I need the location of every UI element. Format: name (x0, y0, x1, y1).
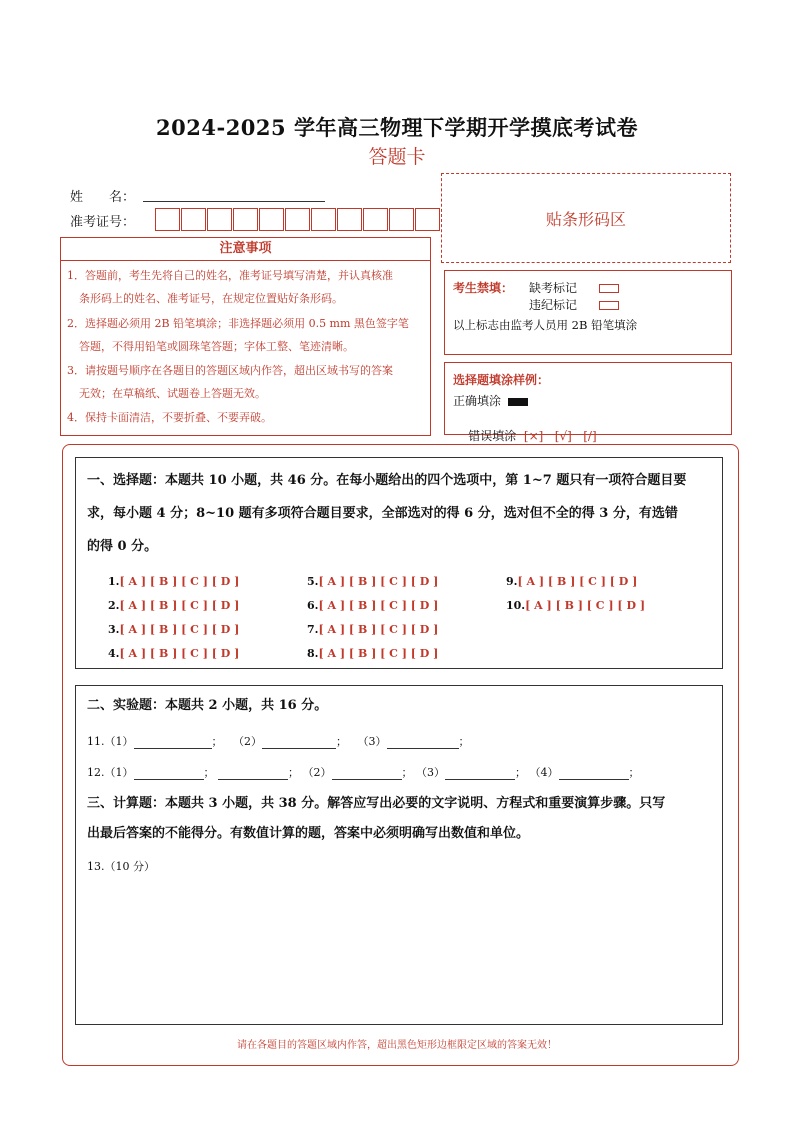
question-9[interactable]: 9.[ A ] [ B ] [ C ] [ D ] (506, 575, 638, 588)
answer-blank[interactable] (387, 737, 459, 749)
wrong-label: 错误填涂 (468, 429, 517, 443)
question-11: 11.（1） ； （2） ； （3） ； (87, 735, 470, 748)
page-subtitle: 答题卡 (368, 146, 426, 168)
id-box[interactable] (181, 208, 206, 231)
name-label: 姓 名： (70, 190, 136, 205)
section3-text: 三、计算题：本题共 3 小题，共 38 分。解答应写出必要的文字说明、方程式和重要演算步骤。只写 (87, 796, 666, 811)
id-box[interactable] (285, 208, 310, 231)
id-box[interactable] (337, 208, 362, 231)
footer-warning: 请在各题目的答题区域内作答，超出黑色矩形边框限定区域的答案无效！ (237, 1040, 557, 1051)
answer-blank[interactable] (332, 768, 402, 780)
id-box[interactable] (207, 208, 232, 231)
answer-blank[interactable] (262, 737, 336, 749)
section1-text: 一、选择题：本题共 10 小题，共 46 分。在每小题给出的四个选项中，第 1~7 题只有一项符合题目要 (87, 473, 687, 488)
absent-label: 缺考标记 (529, 281, 578, 295)
correct-label: 正确填涂 (453, 394, 502, 408)
question-7[interactable]: 7.[ A ] [ B ] [ C ] [ D ] (307, 623, 439, 636)
question-13-answer-area[interactable] (84, 878, 714, 1018)
absent-checkbox[interactable] (599, 284, 619, 293)
section1-text: 求，每小题 4 分；8~10 题有多项符合题目要求，全部选对的得 6 分，选对但不全的得 3 分，有选错 (87, 506, 678, 521)
question-1[interactable]: 1.[ A ] [ B ] [ C ] [ D ] (108, 575, 240, 588)
notice-heading: 注意事项 (61, 238, 430, 261)
violation-checkbox[interactable] (599, 301, 619, 310)
notice-line: 4．保持卡面清洁，不要折叠、不要弄破。 (67, 411, 272, 424)
notice-line: 1．答题前，考生先将自己的姓名，准考证号填写清楚，并认真核准 (67, 269, 393, 282)
id-label: 准考证号： (70, 215, 136, 230)
question-3[interactable]: 3.[ A ] [ B ] [ C ] [ D ] (108, 623, 240, 636)
answer-blank[interactable] (218, 768, 288, 780)
id-box[interactable] (259, 208, 284, 231)
forbid-box (444, 270, 732, 355)
forbid-label: 考生禁填： (453, 281, 514, 295)
notice-line: 答题，不得用铅笔或圆珠笔答题；字体工整、笔迹清晰。 (79, 340, 354, 353)
question-4[interactable]: 4.[ A ] [ B ] [ C ] [ D ] (108, 647, 240, 660)
wrong-marks: [×] [√] [/] (523, 429, 597, 443)
absent-mark (529, 279, 619, 296)
section1-text: 的得 0 分。 (87, 539, 158, 554)
notice-line: 2．选择题必须用 2B 铅笔填涂；非选择题必须用 0.5 mm 黑色签字笔 (67, 317, 409, 330)
notice-line: 条形码上的姓名、准考证号，在规定位置贴好条形码。 (79, 292, 343, 305)
question-8[interactable]: 8.[ A ] [ B ] [ C ] [ D ] (307, 647, 439, 660)
correct-sample (453, 392, 528, 409)
notice-line: 3．请按题号顺序在各题目的答题区域内作答，超出区域书写的答案 (67, 364, 393, 377)
question-5[interactable]: 5.[ A ] [ B ] [ C ] [ D ] (307, 575, 439, 588)
forbid-note: 以上标志由监考人员用 2B 铅笔填涂 (453, 318, 638, 332)
question-6[interactable]: 6.[ A ] [ B ] [ C ] [ D ] (307, 599, 439, 612)
page-title: 2024-2025 学年高三物理下学期开学摸底考试卷 (156, 115, 638, 140)
id-box[interactable] (311, 208, 336, 231)
id-box[interactable] (389, 208, 414, 231)
sample-box (444, 362, 732, 443)
answer-blank[interactable] (559, 768, 629, 780)
notice-line: 无效；在草稿纸、试题卷上答题无效。 (79, 387, 266, 400)
sample-title: 选择题填涂样例： (453, 373, 550, 387)
id-box[interactable] (415, 208, 440, 231)
answer-blank[interactable] (134, 737, 212, 749)
section2-heading: 二、实验题：本题共 2 小题，共 16 分。 (87, 698, 328, 713)
question-2[interactable]: 2.[ A ] [ B ] [ C ] [ D ] (108, 599, 240, 612)
filled-mark-icon (508, 398, 528, 406)
name-field[interactable] (143, 200, 325, 202)
section-choice (75, 457, 723, 669)
question-10[interactable]: 10.[ A ] [ B ] [ C ] [ D ] (506, 599, 646, 612)
barcode-label: 贴条形码区 (545, 209, 626, 229)
section3-text: 出最后答案的不能得分。有数值计算的题，答案中必须明确写出数值和单位。 (87, 826, 530, 841)
notice-box (60, 237, 431, 436)
barcode-area (441, 173, 731, 263)
id-boxes[interactable] (155, 208, 441, 231)
violation-mark (529, 296, 619, 313)
answer-blank[interactable] (445, 768, 515, 780)
violation-label: 违纪标记 (529, 298, 578, 312)
question-13-label: 13.（10 分） (87, 860, 155, 873)
id-box[interactable] (363, 208, 388, 231)
section-experiment-calc (75, 685, 723, 1025)
question-12: 12.（1） ； ； （2） ； （3） ； （4） ； (87, 766, 640, 779)
id-box[interactable] (233, 208, 258, 231)
id-box[interactable] (155, 208, 180, 231)
answer-blank[interactable] (134, 768, 204, 780)
answer-area (62, 444, 739, 1066)
